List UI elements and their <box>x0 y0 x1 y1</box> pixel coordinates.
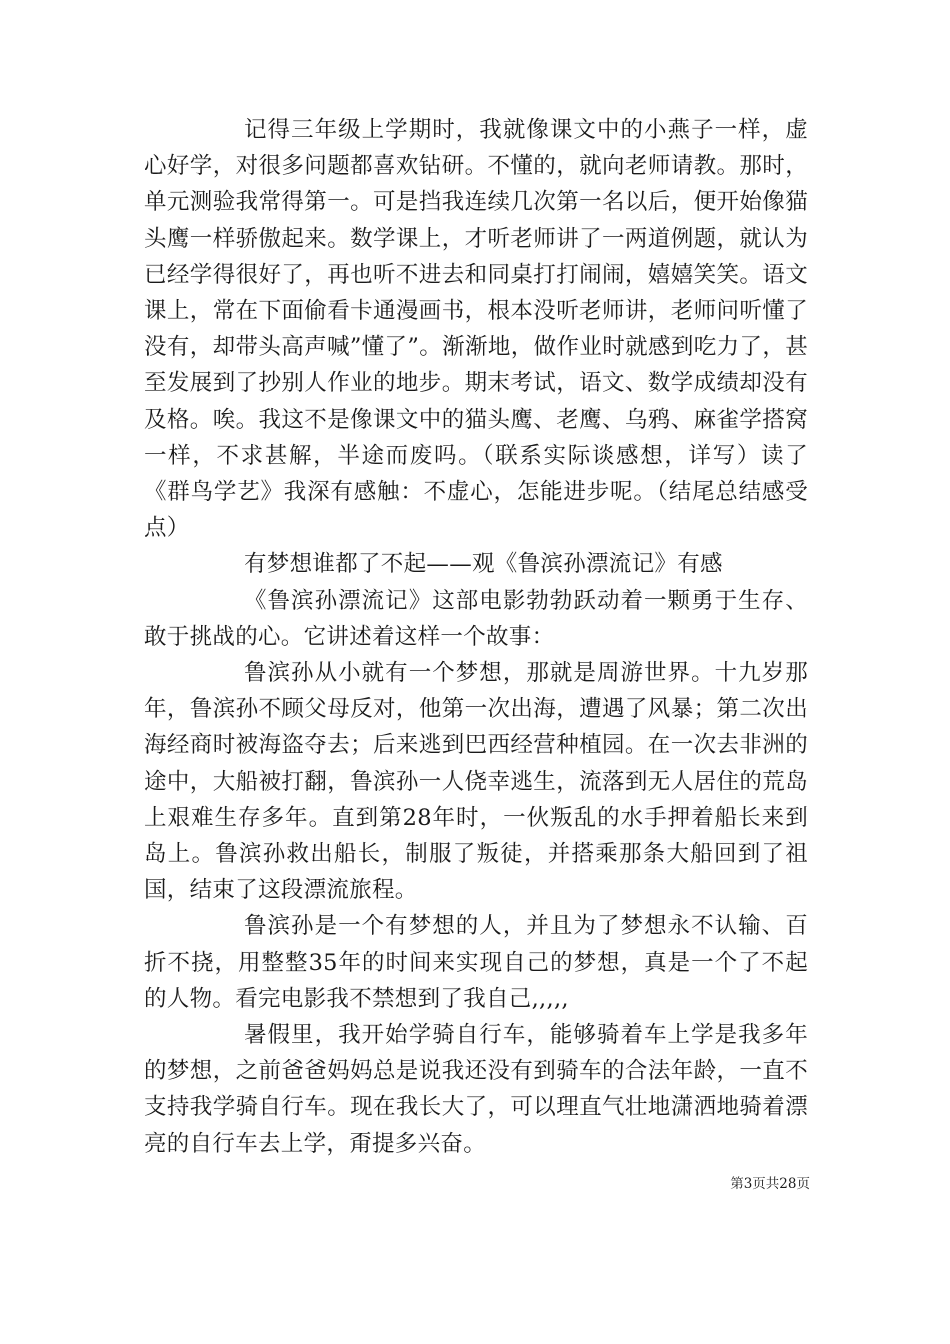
paragraph-story: 鲁滨孙从小就有一个梦想，那就是周游世界。十九岁那年，鲁滨孙不顾父母反对，他第一次出海，遭遇了风暴；第二次出海经商时被海盗夺去；后来逃到巴西经营种植园。在一次去非洲的途中，大船被打翻，鲁滨孙一人侥幸逃生，流落到无人居住的荒岛上艰难生存多年。直到第28年时，一伙叛乱的水手押着船长来到岛上。鲁滨孙救出船长，制服了叛徒，并搭乘那条大船回到了祖国，结束了这段漂流旅程。 <box>144 660 808 904</box>
page-number: 第3页共28页 <box>730 1176 810 1192</box>
paragraph-bicycle: 暑假里，我开始学骑自行车，能够骑着车上学是我多年的梦想，之前爸爸妈妈总是说我还没有到骑车的合法年龄，一直不支持我学骑自行车。现在我长大了，可以理直气壮地潇洒地骑着漂亮的自行车去上学，甭提多兴奋。 <box>144 1022 808 1157</box>
paragraph-character: 鲁滨孙是一个有梦想的人，并且为了梦想永不认输、百折不挠，用整整35年的时间来实现自己的梦想，真是一个了不起的人物。看完电影我不禁想到了我自己,,,,, <box>144 913 808 1012</box>
essay-title: 有梦想谁都了不起——观《鲁滨孙漂流记》有感 <box>244 551 723 578</box>
paragraph-reflection: 记得三年级上学期时，我就像课文中的小燕子一样，虚心好学，对很多问题都喜欢钻研。不懂的，就向老师请教。那时，单元测验我常得第一。可是挡我连续几次第一名以后，便开始像猫头鹰一样骄傲起来。数学课上，才听老师讲了一两道例题，就认为已经学得很好了，再也听不进去和同桌打打闹闹，嬉嬉笑笑。语文课上，常在下面偷看卡通漫画书，根本没听老师讲，老师问听懂了没有，却带头高声喊”懂了”。渐渐地，做作业时就感到吃力了，甚至发展到了抄别人作业的地步。期末考试，语文、数学成绩却没有及格。唉。我这不是像课文中的猫头鹰、老鹰、乌鸦、麻雀学搭窝一样，不求甚解，半途而废吗。（联系实际谈感想，详写）读了《群鸟学艺》我深有感触：不虚心，怎能进步呢。（结尾总结感受点） <box>144 117 808 542</box>
document-body <box>144 112 808 1162</box>
paragraph-intro: 《鲁滨孙漂流记》这部电影勃勃跃动着一颗勇于生存、敢于挑战的心。它讲述着这样一个故事： <box>144 587 808 650</box>
